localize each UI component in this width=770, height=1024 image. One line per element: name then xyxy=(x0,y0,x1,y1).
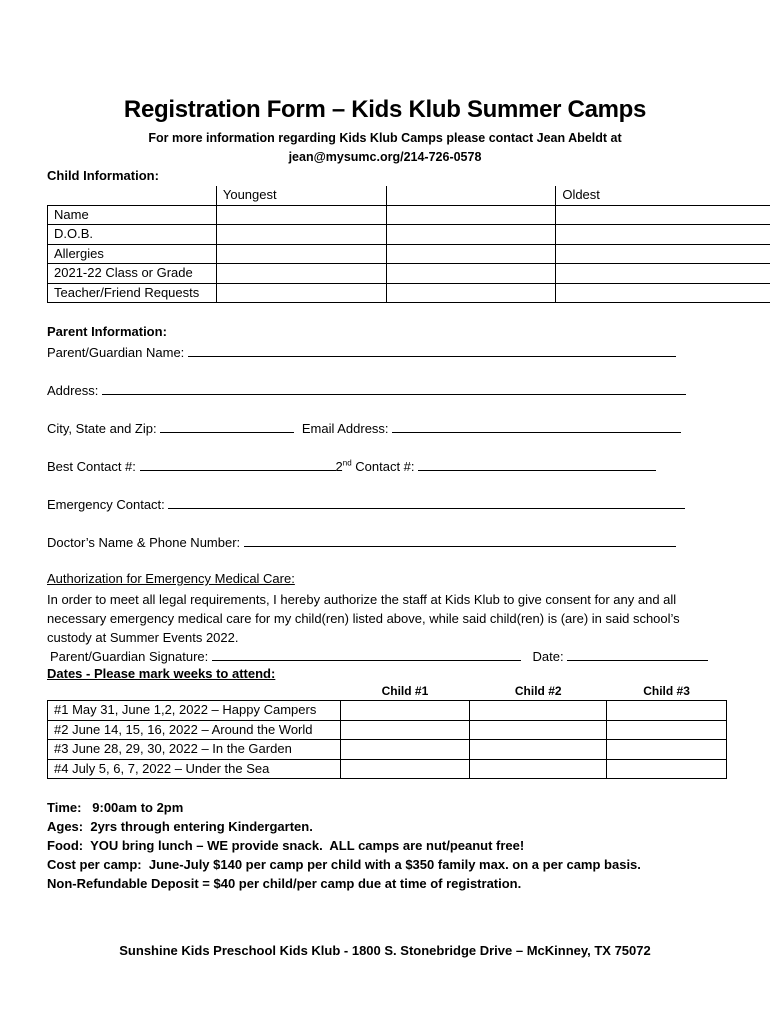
address-label: Address: xyxy=(47,383,99,398)
date-label: Date: xyxy=(532,649,564,664)
input-cell[interactable] xyxy=(386,225,556,245)
city-state-zip-label: City, State and Zip: xyxy=(47,421,157,436)
address-field[interactable] xyxy=(102,381,686,395)
table-row xyxy=(48,759,727,779)
col-oldest: Oldest xyxy=(556,186,770,205)
checkbox-cell[interactable] xyxy=(607,720,727,740)
checkbox-cell[interactable] xyxy=(607,701,727,721)
city-state-zip-field[interactable] xyxy=(160,419,294,433)
subtitle-line-1: For more information regarding Kids Klub Camps please contact Jean Abeldt at xyxy=(148,131,622,145)
row-label: Teacher/Friend Requests xyxy=(48,283,217,303)
parent-info-heading: Parent Information: xyxy=(47,324,167,339)
date-field[interactable] xyxy=(567,647,708,661)
col-child-2: Child #2 xyxy=(514,684,562,698)
col-child-1: Child #1 xyxy=(381,684,429,698)
table-row xyxy=(48,205,770,225)
detail-cost: Cost per camp: June-July $140 per camp per child with a $350 family max. on a per camp basis. xyxy=(47,857,641,872)
table-row xyxy=(48,225,770,245)
detail-ages: Ages: 2yrs through entering Kindergarten. xyxy=(47,819,313,834)
table-row xyxy=(48,283,770,303)
dates-table xyxy=(47,682,727,779)
signature-field[interactable] xyxy=(212,647,521,661)
input-cell[interactable] xyxy=(216,244,386,264)
week-label: #1 May 31, June 1,2, 2022 – Happy Campers xyxy=(48,701,341,721)
input-cell[interactable] xyxy=(216,283,386,303)
checkbox-cell[interactable] xyxy=(340,720,470,740)
checkbox-cell[interactable] xyxy=(607,740,727,760)
row-label: Name xyxy=(48,205,217,225)
checkbox-cell[interactable] xyxy=(470,701,607,721)
row-label: 2021-22 Class or Grade xyxy=(48,264,217,284)
camp-details xyxy=(47,798,641,893)
email-label: Email Address: xyxy=(301,421,389,436)
checkbox-cell[interactable] xyxy=(340,701,470,721)
detail-deposit: Non-Refundable Deposit = $40 per child/per camp due at time of registration. xyxy=(47,876,522,891)
row-label: Allergies xyxy=(48,244,217,264)
guardian-name-label: Parent/Guardian Name: xyxy=(47,345,185,360)
row-label: D.O.B. xyxy=(48,225,217,245)
best-contact-field[interactable] xyxy=(140,457,336,471)
input-cell[interactable] xyxy=(556,244,770,264)
input-cell[interactable] xyxy=(556,264,770,284)
detail-time: Time: 9:00am to 2pm xyxy=(47,800,184,815)
best-contact-label: Best Contact #: xyxy=(47,459,136,474)
emergency-contact-field[interactable] xyxy=(168,495,685,509)
input-cell[interactable] xyxy=(556,225,770,245)
child-info-table xyxy=(47,186,770,303)
week-label: #2 June 14, 15, 16, 2022 – Around the World xyxy=(48,720,341,740)
week-label: #3 June 28, 29, 30, 2022 – In the Garden xyxy=(48,740,341,760)
email-field[interactable] xyxy=(392,419,681,433)
input-cell[interactable] xyxy=(556,283,770,303)
input-cell[interactable] xyxy=(216,264,386,284)
page-title: Registration Form – Kids Klub Summer Camps xyxy=(123,96,647,123)
subtitle-line-2: jean@mysumc.org/214-726-0578 xyxy=(288,150,482,164)
second-contact-field[interactable] xyxy=(418,457,656,471)
input-cell[interactable] xyxy=(386,264,556,284)
dates-heading: Dates - Please mark weeks to attend: xyxy=(47,666,276,681)
table-row xyxy=(48,740,727,760)
input-cell[interactable] xyxy=(386,283,556,303)
doctor-field[interactable] xyxy=(244,533,676,547)
checkbox-cell[interactable] xyxy=(470,740,607,760)
table-row xyxy=(48,244,770,264)
child-info-heading: Child Information: xyxy=(47,168,159,183)
table-row xyxy=(48,720,727,740)
checkbox-cell[interactable] xyxy=(340,740,470,760)
col-child-3: Child #3 xyxy=(643,684,690,698)
input-cell[interactable] xyxy=(386,205,556,225)
checkbox-cell[interactable] xyxy=(607,759,727,779)
checkbox-cell[interactable] xyxy=(470,759,607,779)
table-row xyxy=(48,264,770,284)
second-contact-label: 2nd Contact #: xyxy=(335,458,415,474)
week-label: #4 July 5, 6, 7, 2022 – Under the Sea xyxy=(48,759,341,779)
authorization-text: In order to meet all legal requirements, I hereby authorize the staff at Kids Klub to give consent for any and all necessary emergency medical care for my child(ren) listed above, while said child(ren) is (are) in said school’s custody at Summer Events 2022. xyxy=(47,592,680,645)
authorization-heading: Authorization for Emergency Medical Care: xyxy=(47,571,295,586)
footer-address: Sunshine Kids Preschool Kids Klub - 1800 S. Stonebridge Drive – McKinney, TX 75072 xyxy=(119,943,651,958)
signature-label: Parent/Guardian Signature: xyxy=(50,649,209,664)
input-cell[interactable] xyxy=(216,225,386,245)
col-youngest: Youngest xyxy=(216,186,386,205)
input-cell[interactable] xyxy=(216,205,386,225)
guardian-name-field[interactable] xyxy=(188,343,676,357)
emergency-contact-label: Emergency Contact: xyxy=(47,497,165,512)
detail-food: Food: YOU bring lunch – WE provide snack. ALL camps are nut/peanut free! xyxy=(47,838,525,853)
table-row xyxy=(48,701,727,721)
checkbox-cell[interactable] xyxy=(470,720,607,740)
checkbox-cell[interactable] xyxy=(340,759,470,779)
input-cell[interactable] xyxy=(386,244,556,264)
doctor-label: Doctor’s Name & Phone Number: xyxy=(47,535,241,550)
input-cell[interactable] xyxy=(556,205,770,225)
